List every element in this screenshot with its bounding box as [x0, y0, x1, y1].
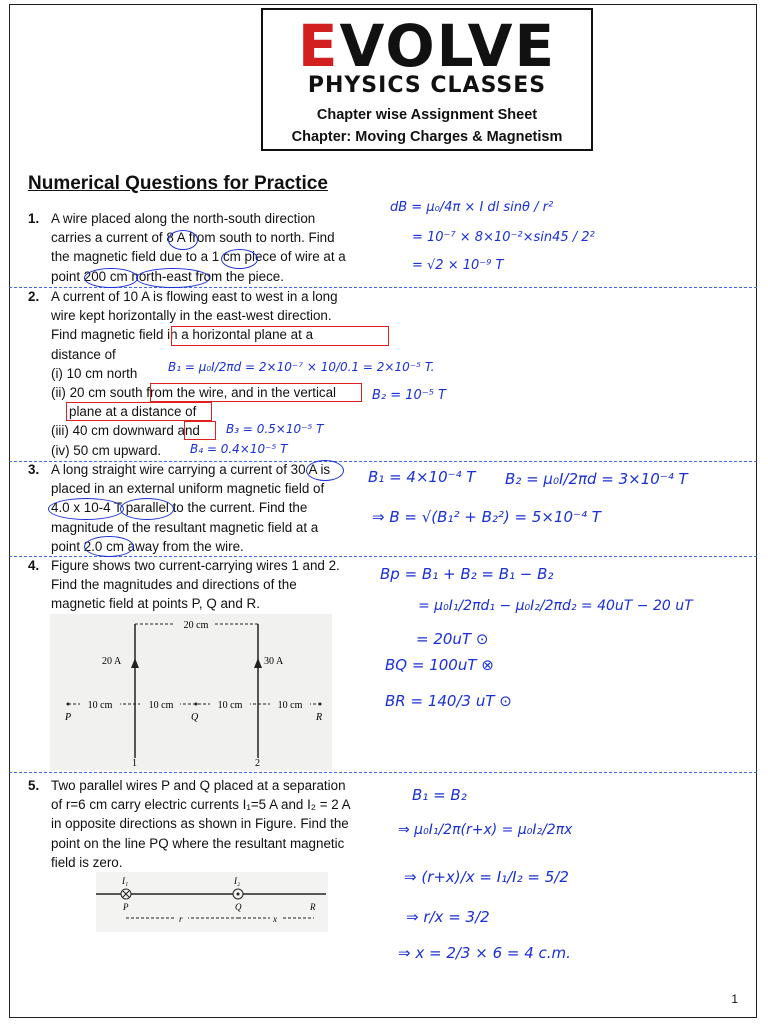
question-line: Find magnetic field in a horizontal plane at a: [51, 327, 314, 343]
question-line: (iv) 50 cm upward.: [51, 442, 162, 458]
point-r: [319, 703, 322, 706]
question-line: distance of: [51, 346, 116, 362]
handwriting-q4-line5: BR = 140/3 uT ⊙: [385, 692, 512, 710]
divider: [9, 772, 757, 773]
circle-annotation: [221, 249, 258, 269]
point-p: [67, 703, 70, 706]
figure-5: [96, 872, 328, 932]
handwriting-q2-line1: B₁ = μ₀I/2πd = 2×10⁻⁷ × 10/0.1 = 2×10⁻⁵ T.: [168, 360, 435, 374]
question-5: [28, 776, 370, 872]
page-number: 1: [731, 992, 738, 1006]
question-line: (ii) 20 cm south from the wire, and in the vertical: [51, 385, 337, 401]
handwriting-q5-line3: ⇒ (r+x)/x = I₁/I₂ = 5/2: [404, 868, 569, 886]
handwriting-q1-line1: dB = μ₀/4π × I dl sinθ / r²: [390, 200, 554, 215]
strike-box: [66, 402, 212, 421]
question-line: point on the line PQ where the resultant magnetic: [51, 835, 345, 851]
question-line: carries a current of 8 A from south to north. Find: [51, 230, 335, 246]
question-line: field is zero.: [51, 854, 123, 870]
question-line: A wire placed along the north-south direction: [51, 211, 316, 226]
header-line-1: Chapter wise Assignment Sheet: [316, 107, 538, 123]
top-label: 20 cm: [183, 620, 209, 631]
handwriting-q1-line2: = 10⁻⁷ × 8×10⁻²×sin45 / 2²: [412, 230, 595, 245]
question-line: wire kept horizontally in the east-west direction.: [51, 308, 332, 324]
strike-box: [171, 326, 389, 346]
figure-background: [50, 614, 332, 770]
evolve-logo: [263, 12, 591, 108]
handwriting-q2-line2: B₂ = 10⁻⁵ T: [372, 388, 446, 403]
handwriting-q4-line2: = μ₀I₁/2πd₁ − μ₀I₂/2πd₂ = 40uT − 20 uT: [418, 598, 693, 614]
logo-subtitle: PHYSICS CLASSES: [307, 73, 547, 98]
circle-annotation: [84, 536, 134, 557]
handwriting-q3-line1: B₁ = 4×10⁻⁴ T: [368, 468, 476, 486]
question-line: Figure shows two current-carrying wires 1 and 2.: [51, 558, 340, 573]
label-q: Q: [191, 712, 199, 723]
label-p: P: [123, 902, 129, 912]
current-left-label: 20 A: [102, 656, 122, 667]
question-line: point 2.0 cm away from the wire.: [51, 538, 244, 554]
question-number: 3.: [28, 462, 40, 477]
wire-2-label: 2: [255, 758, 260, 769]
label-i1: I₁: [122, 876, 129, 886]
handwriting-q4-line4: BQ = 100uT ⊗: [385, 656, 494, 674]
dot-center: [237, 893, 240, 896]
figure-background: [96, 872, 328, 932]
question-line: the magnetic field due to a 1 cm piece of wire at a: [51, 249, 346, 265]
question-number: 5.: [28, 778, 40, 793]
handwriting-q5-line5: ⇒ x = 2/3 × 6 = 4 c.m.: [398, 944, 571, 962]
wire-1-label: 1: [132, 758, 137, 769]
figure-4: [50, 614, 332, 770]
handwriting-q1-line3: = √2 × 10⁻⁹ T: [412, 258, 504, 273]
question-line: Find the magnitudes and directions of the: [51, 577, 297, 593]
logo-letter-e: E: [297, 12, 340, 80]
current-right-label: 30 A: [264, 656, 284, 667]
segment-label: 10 cm: [87, 700, 113, 711]
label-i2: I₂: [234, 876, 241, 886]
circle-annotation: [168, 230, 198, 250]
question-number: 2.: [28, 289, 40, 304]
handwriting-q2-line3: B₃ = 0.5×10⁻⁵ T: [226, 422, 324, 436]
label-r: R: [310, 902, 316, 912]
strike-box: [184, 421, 216, 440]
question-line: (iii) 40 cm downward and: [51, 423, 200, 439]
circle-annotation: [48, 498, 124, 520]
question-line: in opposite directions as shown in Figure. Find the: [51, 816, 349, 832]
label-r-distance: r: [179, 914, 183, 924]
handwriting-q3-line3: ⇒ B = √(B₁² + B₂²) = 5×10⁻⁴ T: [372, 508, 601, 526]
section-title: Numerical Questions for Practice: [28, 173, 328, 194]
label-r: R: [316, 712, 323, 723]
question-line: 4.0 x 10-4 T parallel to the current. Find the: [51, 500, 308, 516]
circle-annotation: [120, 498, 174, 520]
question-line: A long straight wire carrying a current of 30 A is: [51, 462, 331, 477]
question-line: point 200 cm north-east from the piece.: [51, 268, 284, 284]
question-line: Two parallel wires P and Q placed at a separation: [51, 778, 346, 793]
question-line: plane at a distance of: [69, 404, 197, 420]
label-x-distance: x: [273, 914, 277, 924]
strike-box: [150, 383, 362, 402]
question-line: placed in an external uniform magnetic field of: [51, 481, 325, 497]
label-p: P: [65, 712, 72, 723]
handwriting-q5-line2: ⇒ μ₀I₁/2π(r+x) = μ₀I₂/2πx: [398, 822, 573, 838]
label-q: Q: [235, 902, 242, 912]
circle-annotation: [306, 460, 344, 481]
question-line: magnitude of the resultant magnetic field at a: [51, 519, 319, 535]
logo-word-rest: VOLVE: [339, 12, 557, 80]
handwriting-q3-line2: B₂ = μ₀I/2πd = 3×10⁻⁴ T: [505, 470, 688, 488]
circle-annotation: [84, 268, 138, 288]
question-line: (i) 10 cm north: [51, 365, 138, 381]
question-line: of r=6 cm carry electric currents I₁=5 A and I₂ = 2 A: [51, 797, 351, 813]
handwriting-q2-line4: B₄ = 0.4×10⁻⁵ T: [190, 442, 288, 456]
circle-annotation: [136, 268, 210, 288]
question-4: [28, 556, 370, 614]
handwriting-q5-line4: ⇒ r/x = 3/2: [406, 908, 490, 926]
header-box: [261, 8, 593, 151]
point-q: [195, 703, 198, 706]
handwriting-q4-line1: Bp = B₁ + B₂ = B₁ − B₂: [380, 565, 554, 583]
question-line: A current of 10 A is flowing east to west in a long: [51, 289, 338, 304]
question-number: 4.: [28, 558, 40, 573]
question-line: magnetic field at points P, Q and R.: [51, 596, 260, 612]
segment-label: 10 cm: [148, 700, 174, 711]
segment-label: 10 cm: [217, 700, 243, 711]
handwriting-q4-line3: = 20uT ⊙: [416, 630, 489, 648]
segment-label: 10 cm: [277, 700, 303, 711]
header-line-2: Chapter: Moving Charges & Magnetism: [291, 129, 563, 145]
question-number: 1.: [28, 211, 40, 226]
handwriting-q5-line1: B₁ = B₂: [412, 786, 467, 804]
